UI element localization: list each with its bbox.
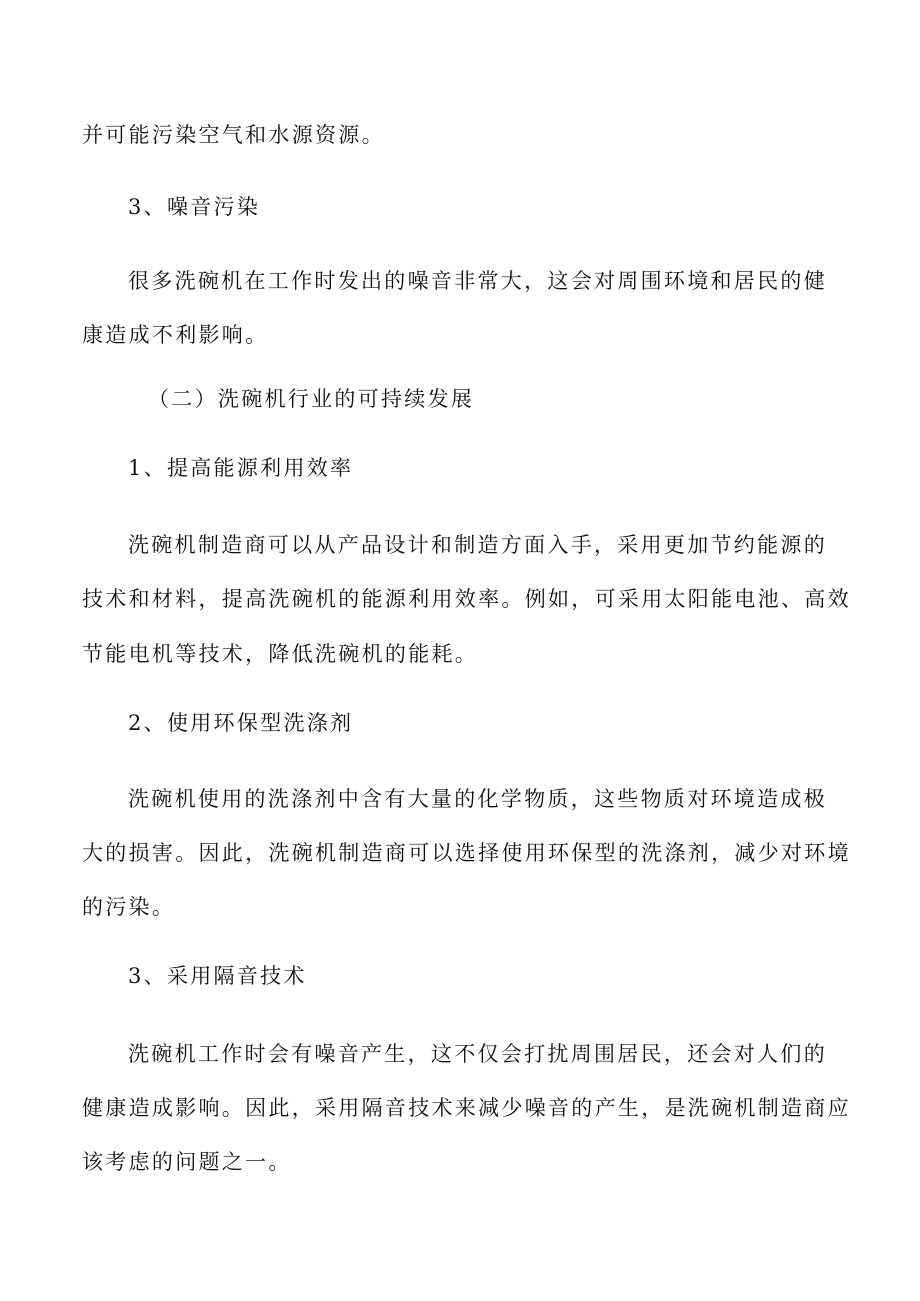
heading-soundproofing: 3、采用隔音技术 [128,964,307,988]
paragraph-line: 康造成不利影响。 [82,323,269,347]
paragraph-line: 洗碗机工作时会有噪音产生，这不仅会打扰周围居民，还会对人们的 [128,1042,827,1066]
paragraph-line: 洗碗机制造商可以从产品设计和制造方面入手，采用更加节约能源的 [128,533,827,557]
paragraph-line: 节能电机等技术，降低洗碗机的能耗。 [82,642,479,666]
paragraph-line: 技术和材料，提高洗碗机的能源利用效率。例如，可采用太阳能电池、高效 [82,587,851,611]
paragraph-line: 该考虑的问题之一。 [82,1150,292,1174]
section-heading: （二）洗碗机行业的可持续发展 [148,387,475,411]
paragraph-line: 的污染。 [82,895,176,919]
paragraph-line: 大的损害。因此，洗碗机制造商可以选择使用环保型的洗涤剂，减少对环境 [82,841,851,865]
heading-noise-pollution: 3、噪音污染 [128,195,261,219]
paragraph-line: 很多洗碗机在工作时发出的噪音非常大，这会对周围环境和居民的健 [128,269,827,293]
paragraph-line: 健康造成影响。因此，采用隔音技术来减少噪音的产生，是洗碗机制造商应 [82,1096,851,1120]
paragraph-line: 洗碗机使用的洗涤剂中含有大量的化学物质，这些物质对环境造成极 [128,787,827,811]
heading-energy-efficiency: 1、提高能源利用效率 [128,456,354,480]
paragraph-line: 并可能污染空气和水源资源。 [82,123,385,147]
heading-eco-detergent: 2、使用环保型洗涤剂 [128,711,354,735]
